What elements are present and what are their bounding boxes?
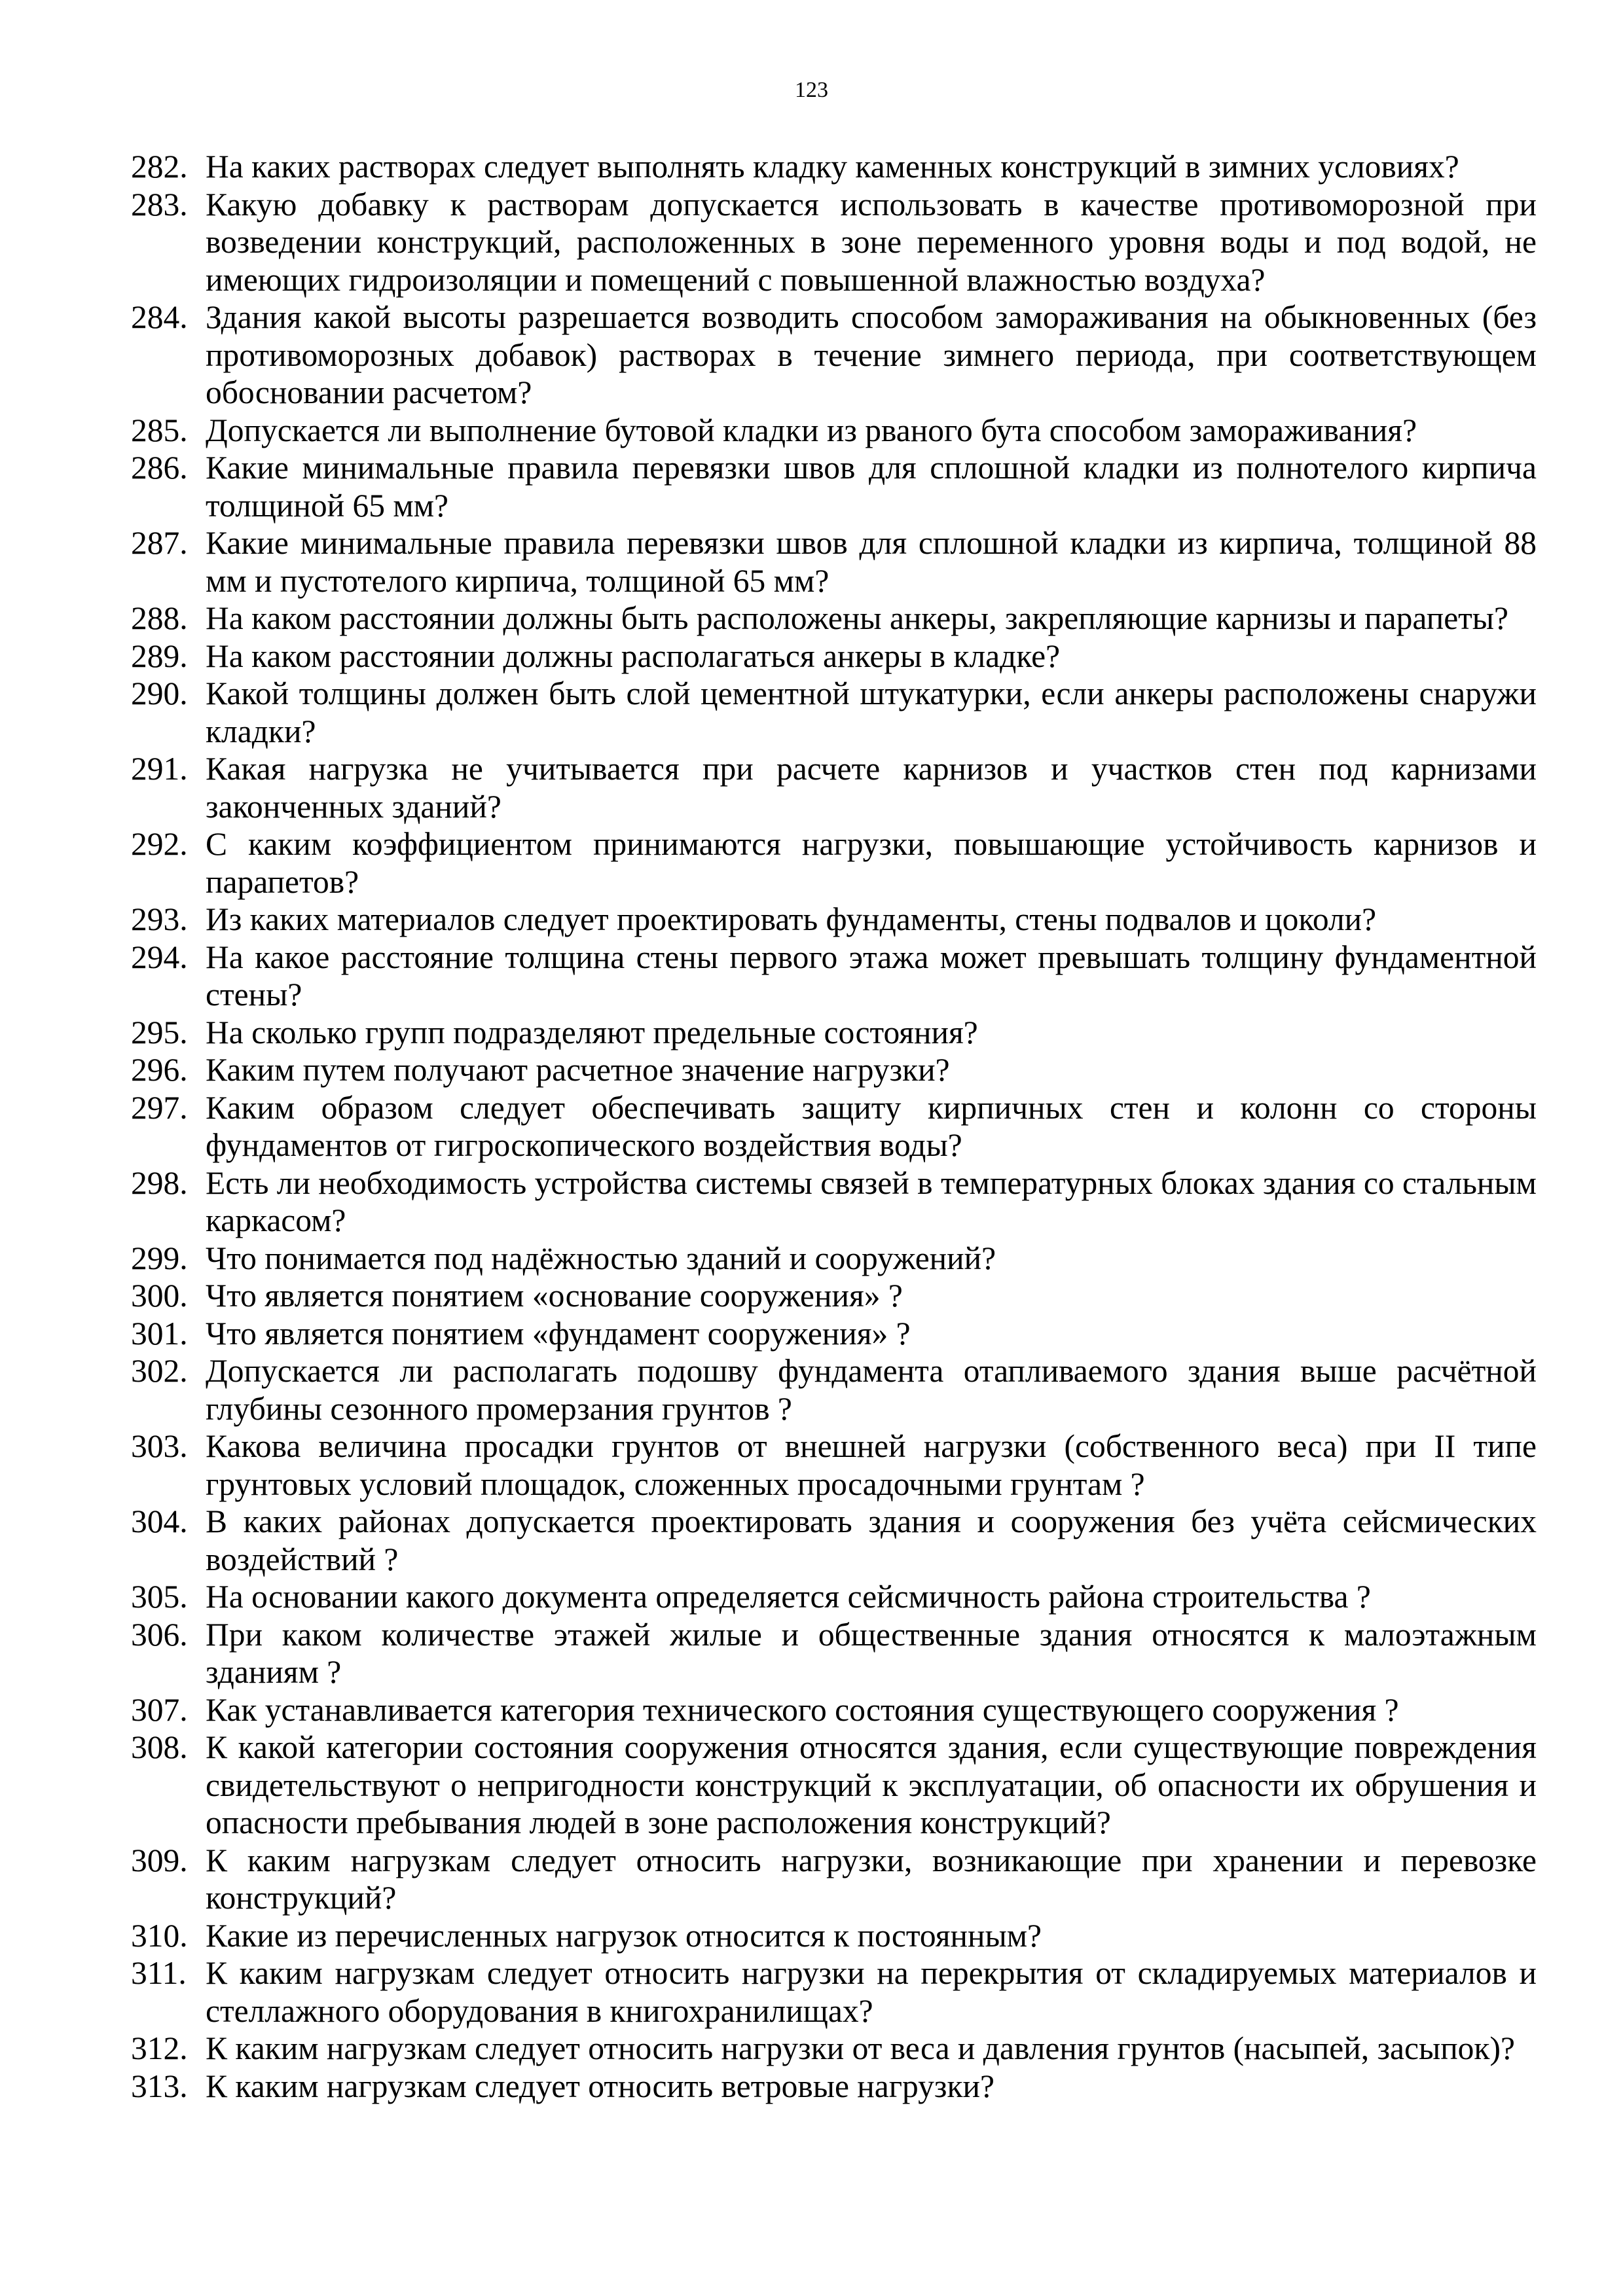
question-text: Допускается ли располагать подошву фундамента отапливаемого здания выше расчётной глубины сезонного промерзания грунтов ? xyxy=(206,1353,1537,1427)
question-item xyxy=(131,2030,1537,2068)
question-text: На каких растворах следует выполнять кладку каменных конструкций в зимних условиях? xyxy=(206,149,1459,185)
question-item xyxy=(131,1352,1537,1427)
question-item xyxy=(131,637,1537,675)
question-text: Какие из перечисленных нагрузок относится к постоянным? xyxy=(206,1917,1042,1954)
page-number: 123 xyxy=(795,78,828,102)
question-list xyxy=(131,148,1537,2105)
question-number: 288. xyxy=(131,600,188,636)
question-text: Что является понятием «фундамент сооружения» ? xyxy=(206,1315,911,1352)
question-number: 304. xyxy=(131,1503,188,1539)
question-number: 285. xyxy=(131,412,188,448)
question-text: Допускается ли выполнение бутовой кладки из рваного бута способом замораживания? xyxy=(206,412,1417,448)
question-item xyxy=(131,148,1537,186)
question-text: К каким нагрузкам следует относить нагрузки, возникающие при хранении и перевозке конструкций? xyxy=(206,1842,1537,1916)
question-text: К каким нагрузкам следует относить ветровые нагрузки? xyxy=(206,2068,994,2104)
question-item xyxy=(131,1014,1537,1052)
question-item xyxy=(131,449,1537,524)
question-item xyxy=(131,1315,1537,1353)
question-item xyxy=(131,1240,1537,1278)
question-number: 311. xyxy=(131,1955,187,1991)
question-text: На каком расстоянии должны быть расположены анкеры, закрепляющие карнизы и парапеты? xyxy=(206,600,1509,636)
question-text: Что понимается под надёжностью зданий и сооружений? xyxy=(206,1240,996,1276)
question-item xyxy=(131,1729,1537,1842)
question-number: 295. xyxy=(131,1014,188,1050)
question-text: В каких районах допускается проектировать здания и сооружения без учёта сейсмических воздействий ? xyxy=(206,1503,1537,1577)
question-number: 292. xyxy=(131,826,188,862)
question-item xyxy=(131,1503,1537,1578)
question-item xyxy=(131,1277,1537,1315)
question-text: Какую добавку к растворам допускается использовать в качестве противоморозной при возведении конструкций, расположенных в зоне переменного уровня воды и под водой, не имеющих гидроизоляции и помещений с повышенной влажностью воздуха? xyxy=(206,186,1537,298)
question-item xyxy=(131,2068,1537,2106)
question-number: 287. xyxy=(131,525,188,561)
question-item xyxy=(131,1164,1537,1240)
question-number: 290. xyxy=(131,675,188,711)
question-number: 300. xyxy=(131,1278,188,1314)
question-number: 301. xyxy=(131,1315,188,1352)
question-text: Какой толщины должен быть слой цементной штукатурки, если анкеры расположены снаружи кладки? xyxy=(206,675,1537,749)
question-text: Какие минимальные правила перевязки швов для сплошной кладки из кирпича, толщиной 88 мм и пустотелого кирпича, толщиной 65 мм? xyxy=(206,525,1537,599)
question-item xyxy=(131,901,1537,939)
question-item xyxy=(131,1051,1537,1089)
question-text: С каким коэффициентом принимаются нагрузки, повышающие устойчивость карнизов и парапетов? xyxy=(206,826,1537,900)
question-number: 286. xyxy=(131,450,188,486)
question-text: Какая нагрузка не учитывается при расчете карнизов и участков стен под карнизами законченных зданий? xyxy=(206,751,1537,825)
question-item xyxy=(131,1842,1537,1917)
question-item xyxy=(131,825,1537,901)
question-item xyxy=(131,186,1537,299)
question-number: 293. xyxy=(131,901,188,937)
question-number: 303. xyxy=(131,1428,188,1464)
question-item xyxy=(131,939,1537,1014)
question-number: 305. xyxy=(131,1579,188,1615)
question-text: Какова величина просадки грунтов от внешней нагрузки (собственного веса) при II типе грунтовых условий площадок, сложенных просадочными грунтам ? xyxy=(206,1428,1537,1502)
question-number: 283. xyxy=(131,186,188,223)
question-number: 291. xyxy=(131,751,188,787)
question-number: 306. xyxy=(131,1616,188,1653)
question-item xyxy=(131,298,1537,412)
question-number: 282. xyxy=(131,149,188,185)
question-number: 312. xyxy=(131,2030,188,2066)
question-text: Каким путем получают расчетное значение нагрузки? xyxy=(206,1052,950,1088)
question-text: Каким образом следует обеспечивать защиту кирпичных стен и колонн со стороны фундаментов от гигроскопического воздействия воды? xyxy=(206,1089,1537,1163)
question-number: 297. xyxy=(131,1089,188,1126)
question-item xyxy=(131,524,1537,600)
question-item xyxy=(131,1691,1537,1729)
question-text: К каким нагрузкам следует относить нагрузки на перекрытия от складируемых материалов и стеллажного оборудования в книгохранилищах? xyxy=(206,1955,1537,2029)
question-number: 310. xyxy=(131,1917,188,1954)
question-number: 299. xyxy=(131,1240,188,1276)
question-item xyxy=(131,412,1537,450)
question-text: На каком расстоянии должны располагаться анкеры в кладке? xyxy=(206,637,1061,674)
question-text: К какой категории состояния сооружения относятся здания, если существующие повреждения свидетельствуют о непригодности конструкций к эксплуатации, об опасности их обрушения и опасности пребывания людей в зоне расположения конструкций? xyxy=(206,1729,1537,1840)
question-number: 313. xyxy=(131,2068,188,2104)
question-text: Здания какой высоты разрешается возводить способом замораживания на обыкновенных (без противоморозных добавок) растворах в течение зимнего периода, при соответствующем обосновании расчетом? xyxy=(206,299,1537,410)
question-item xyxy=(131,1578,1537,1616)
question-number: 296. xyxy=(131,1052,188,1088)
question-text: Из каких материалов следует проектировать фундаменты, стены подвалов и цоколи? xyxy=(206,901,1377,937)
question-text: К каким нагрузкам следует относить нагрузки от веса и давления грунтов (насыпей, засыпок)? xyxy=(206,2030,1515,2066)
question-text: При каком количестве этажей жилые и общественные здания относятся к малоэтажным зданиям ? xyxy=(206,1616,1537,1690)
question-number: 308. xyxy=(131,1729,188,1765)
question-number: 294. xyxy=(131,939,188,975)
question-number: 289. xyxy=(131,637,188,674)
question-text: На основании какого документа определяется сейсмичность района строительства ? xyxy=(206,1579,1371,1615)
question-number: 298. xyxy=(131,1164,188,1201)
question-item xyxy=(131,1917,1537,1955)
question-number: 307. xyxy=(131,1691,188,1728)
question-item xyxy=(131,750,1537,825)
question-text: Что является понятием «основание сооружения» ? xyxy=(206,1278,903,1314)
question-item xyxy=(131,1616,1537,1691)
question-item xyxy=(131,1954,1537,2030)
question-text: Есть ли необходимость устройства системы связей в температурных блоках здания со стальным каркасом? xyxy=(206,1164,1537,1238)
question-item xyxy=(131,1427,1537,1503)
question-item xyxy=(131,600,1537,637)
question-item xyxy=(131,1089,1537,1164)
question-item xyxy=(131,675,1537,750)
question-number: 284. xyxy=(131,299,188,335)
question-text: Как устанавливается категория технического состояния существующего сооружения ? xyxy=(206,1691,1399,1728)
question-number: 302. xyxy=(131,1353,188,1389)
question-text: На какое расстояние толщина стены первого этажа может превышать толщину фундаментной стены? xyxy=(206,939,1537,1013)
question-number: 309. xyxy=(131,1842,188,1878)
question-text: На сколько групп подразделяют предельные состояния? xyxy=(206,1014,978,1050)
question-text: Какие минимальные правила перевязки швов для сплошной кладки из полнотелого кирпича толщиной 65 мм? xyxy=(206,450,1537,524)
